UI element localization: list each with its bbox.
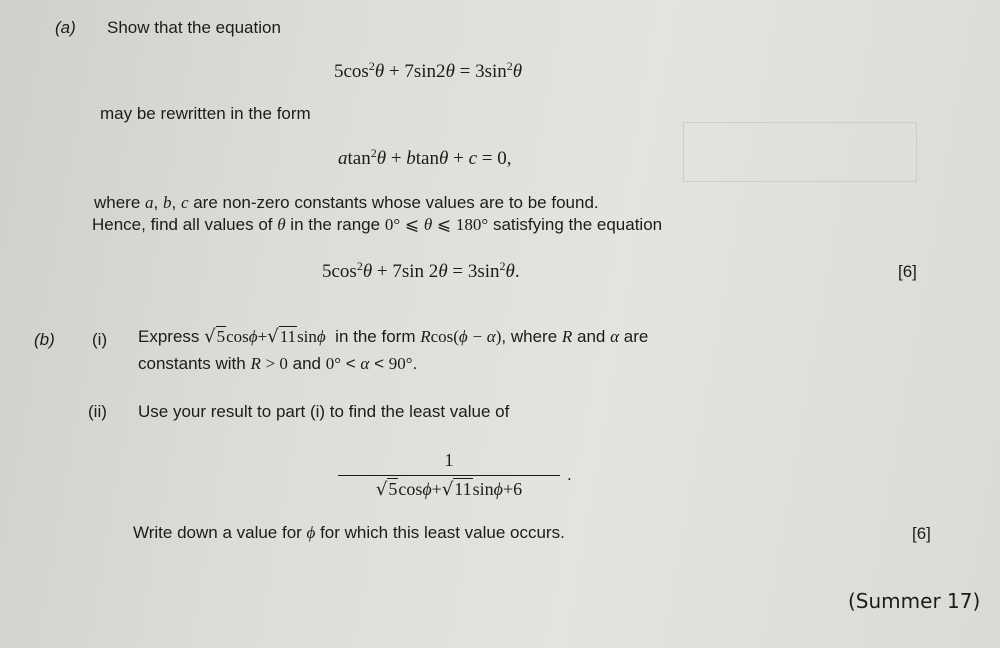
part-b-i-text-line1: Express √5cosϕ+√11sinϕ in the form Rcos(ϕ − α), where R and α are [138, 326, 649, 347]
fraction-numerator: 1 [444, 450, 454, 470]
part-b-ii-text: Use your result to part (i) to find the least value of [138, 402, 510, 421]
equation-2: atan$^2$θ + btanθ + c = 0, [338, 146, 512, 169]
fraction-expression [338, 450, 560, 500]
part-a-intro: Show that the equation [107, 18, 281, 37]
part-a-label: (a) [55, 18, 76, 37]
source-label: (Summer 17) [848, 589, 981, 613]
part-b-ii-label: (ii) [88, 402, 107, 421]
where-text: where a, b, c are non-zero constants whose values are to be found. [94, 193, 599, 212]
fraction-period: . [567, 465, 572, 484]
part-b-i-label: (i) [92, 330, 108, 349]
marks-b: [6] [912, 524, 931, 543]
part-b-label: (b) [34, 330, 55, 349]
hence-text: Hence, find all values of θ in the range 0° ⩽ θ ⩽ 180° satisfying the equation [92, 215, 663, 234]
fraction-denominator: √5cosϕ+√11sinϕ+6 [375, 479, 523, 500]
marks-a: [6] [898, 262, 917, 281]
answer-box [683, 122, 917, 182]
fraction-bar [338, 475, 560, 476]
equation-1: $5\cos^2\theta + 7\sin 2\theta = 3\sin^2\theta$ [334, 59, 523, 82]
equation-3: $5\cos^2\theta + 7\sin$ $2\theta = 3\sin^2\theta$. [322, 259, 520, 282]
write-down-text: Write down a value for ϕ for which this least value occurs. [133, 523, 565, 542]
part-b-i-text-line2: constants with R > 0 and 0° < α < 90°. [138, 354, 418, 373]
rewrite-text: may be rewritten in the form [100, 104, 311, 123]
